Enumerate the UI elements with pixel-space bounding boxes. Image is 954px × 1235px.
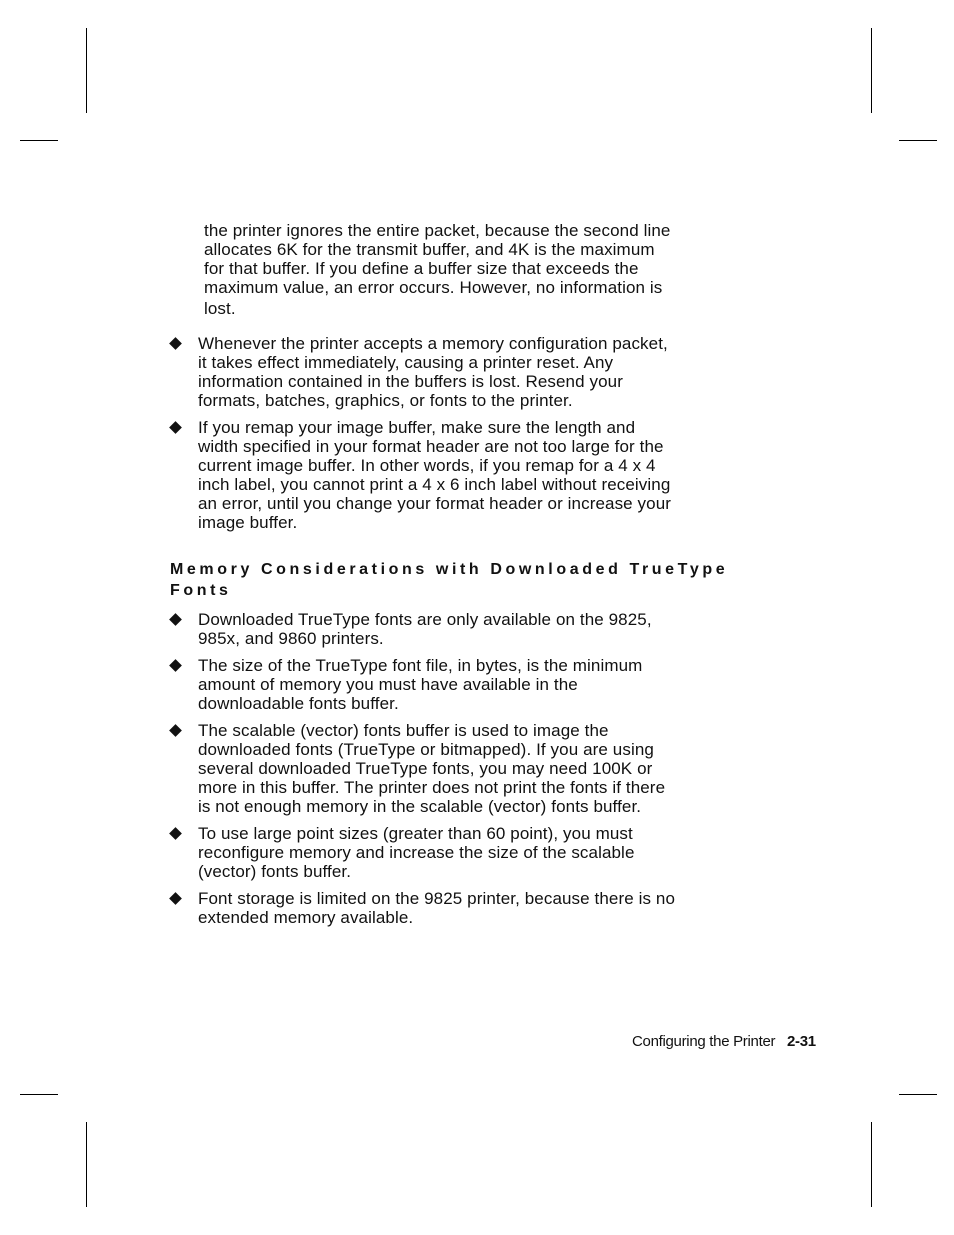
- list-item-line: The scalable (vector) fonts buffer is used to image the: [198, 721, 609, 740]
- list-item-line: inch label, you cannot print a 4 x 6 inch label without receiving: [198, 475, 671, 494]
- crop-mark-top-right-horizontal: [899, 140, 937, 141]
- crop-mark-bottom-left-horizontal: [20, 1094, 58, 1095]
- list-item-line: extended memory available.: [198, 908, 414, 927]
- paragraph-line: maximum value, an error occurs. However, no information is: [204, 278, 663, 297]
- diamond-bullet-icon: [169, 724, 182, 737]
- list-item-line: current image buffer. In other words, if you remap for a 4 x 4: [198, 456, 656, 475]
- list-item-line: information contained in the buffers is lost. Resend your: [198, 372, 623, 391]
- diamond-bullet-icon: [169, 613, 182, 626]
- list-item-line: more in this buffer. The printer does not print the fonts if there: [198, 778, 666, 797]
- list-item-line: Font storage is limited on the 9825 printer, because there is no: [198, 889, 676, 908]
- list-item-line: downloadable fonts buffer.: [198, 694, 399, 713]
- list-item-line: image buffer.: [198, 513, 298, 532]
- list-item-line: To use large point sizes (greater than 60 point), you must: [198, 824, 633, 843]
- list-item-line: (vector) fonts buffer.: [198, 862, 352, 881]
- list-item-line: If you remap your image buffer, make sure the length and: [198, 418, 636, 437]
- list-item-line: width specified in your format header are not too large for the: [198, 437, 664, 456]
- paragraph-line: allocates 6K for the transmit buffer, and 4K is the maximum: [204, 240, 655, 259]
- list-item-line: it takes effect immediately, causing a printer reset. Any: [198, 353, 614, 372]
- list-item-line: Whenever the printer accepts a memory configuration packet,: [198, 334, 668, 353]
- paragraph-line: lost.: [204, 299, 236, 318]
- crop-mark-top-right-vertical: [871, 28, 872, 113]
- page-number: 2-31: [787, 1033, 816, 1050]
- section-heading-line-1: Memory Considerations with Downloaded TrueType: [170, 561, 729, 578]
- footer-section-title: Configuring the Printer: [632, 1033, 776, 1050]
- crop-mark-bottom-right-horizontal: [899, 1094, 937, 1095]
- diamond-bullet-icon: [169, 337, 182, 350]
- list-item-line: is not enough memory in the scalable (vector) fonts buffer.: [198, 797, 642, 816]
- crop-mark-bottom-right-vertical: [871, 1122, 872, 1207]
- crop-mark-top-left-horizontal: [20, 140, 58, 141]
- paragraph-line: the printer ignores the entire packet, because the second line: [204, 221, 671, 240]
- list-item-line: Downloaded TrueType fonts are only available on the 9825,: [198, 610, 652, 629]
- list-item-line: The size of the TrueType font file, in bytes, is the minimum: [198, 656, 643, 675]
- diamond-bullet-icon: [169, 659, 182, 672]
- crop-mark-bottom-left-vertical: [86, 1122, 87, 1207]
- list-item-line: an error, until you change your format header or increase your: [198, 494, 672, 513]
- list-item-line: amount of memory you must have available in the: [198, 675, 578, 694]
- paragraph-line: for that buffer. If you define a buffer size that exceeds the: [204, 259, 639, 278]
- section-heading-line-2: Fonts: [170, 582, 232, 599]
- list-item-line: reconfigure memory and increase the size of the scalable: [198, 843, 635, 862]
- list-item-line: 985x, and 9860 printers.: [198, 629, 384, 648]
- diamond-bullet-icon: [169, 892, 182, 905]
- diamond-bullet-icon: [169, 827, 182, 840]
- crop-mark-top-left-vertical: [86, 28, 87, 113]
- list-item-line: several downloaded TrueType fonts, you may need 100K or: [198, 759, 653, 778]
- diamond-bullet-icon: [169, 421, 182, 434]
- list-item-line: downloaded fonts (TrueType or bitmapped). If you are using: [198, 740, 654, 759]
- list-item-line: formats, batches, graphics, or fonts to the printer.: [198, 391, 573, 410]
